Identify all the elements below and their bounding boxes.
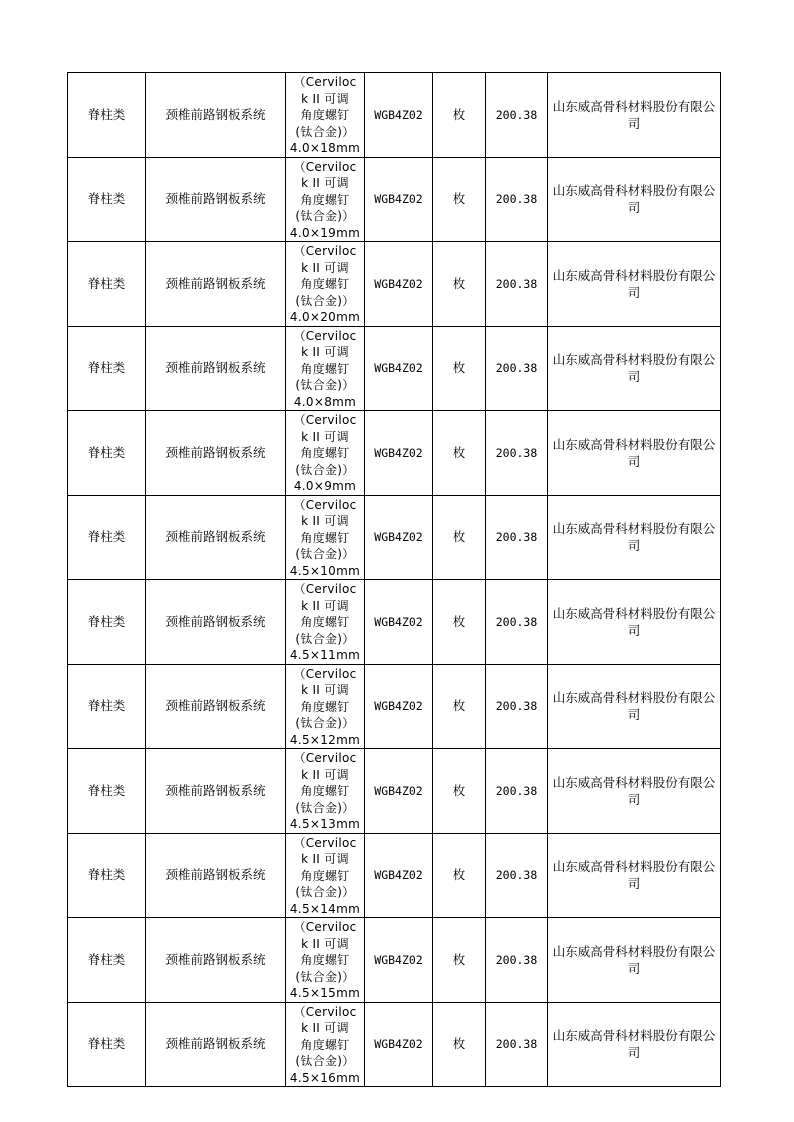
spec-line: 4.0×8mm — [293, 394, 357, 409]
unit-cell: 枚 — [433, 580, 486, 665]
spec-line: （Cerviloc — [293, 244, 357, 258]
table-row — [68, 1002, 721, 1087]
unit-cell: 枚 — [433, 1002, 486, 1087]
code-cell: WGB4Z02 — [365, 495, 433, 580]
spec-line: 4.5×15mm — [289, 986, 361, 1000]
spec-line: 4.5×12mm — [289, 732, 361, 747]
spec-line: （Cerviloc — [293, 582, 357, 596]
spec-line: (钛合金)） — [295, 293, 355, 308]
system-cell: 颈椎前路钢板系统 — [146, 580, 286, 665]
code-cell: WGB4Z02 — [365, 157, 433, 242]
spec-line: k II 可调 — [301, 767, 349, 782]
category-cell: 脊柱类 — [68, 411, 146, 496]
spec-line: 角度螺钉 — [300, 108, 350, 122]
code-cell: WGB4Z02 — [365, 580, 433, 665]
unit-cell: 枚 — [433, 495, 486, 580]
spec-line: k II 可调 — [301, 345, 349, 359]
spec-line: (钛合金)） — [295, 969, 355, 984]
system-cell: 颈椎前路钢板系统 — [146, 1002, 286, 1087]
spec-line: 角度螺钉 — [300, 699, 350, 714]
table-row — [68, 411, 721, 496]
system-cell: 颈椎前路钢板系统 — [146, 326, 286, 411]
category-cell: 脊柱类 — [68, 1002, 146, 1087]
spec-line: 4.5×16mm — [289, 1070, 361, 1085]
system-cell: 颈椎前路钢板系统 — [146, 411, 286, 496]
table-row — [68, 242, 721, 327]
spec-line: 4.5×14mm — [289, 901, 361, 916]
spec-line: (钛合金)） — [295, 1054, 355, 1068]
spec-line: (钛合金)） — [295, 800, 355, 815]
manufacturer-cell: 山东威高骨科材料股份有限公司 — [548, 580, 721, 665]
category-cell: 脊柱类 — [68, 749, 146, 834]
spec-line: 角度螺钉 — [300, 1037, 350, 1052]
price-table — [67, 72, 721, 1087]
table-row — [68, 326, 721, 411]
spec-cell — [286, 1002, 365, 1087]
spec-line: 4.5×11mm — [289, 648, 361, 662]
spec-line: （Cerviloc — [293, 75, 357, 89]
category-cell: 脊柱类 — [68, 664, 146, 749]
system-cell: 颈椎前路钢板系统 — [146, 918, 286, 1003]
spec-line: 4.0×20mm — [289, 310, 361, 324]
unit-cell: 枚 — [433, 411, 486, 496]
spec-line: （Cerviloc — [293, 413, 357, 427]
price-cell: 200.38 — [486, 157, 548, 242]
manufacturer-cell: 山东威高骨科材料股份有限公司 — [548, 1002, 721, 1087]
unit-cell: 枚 — [433, 73, 486, 158]
spec-line: 角度螺钉 — [300, 615, 350, 629]
system-cell: 颈椎前路钢板系统 — [146, 73, 286, 158]
manufacturer-cell: 山东威高骨科材料股份有限公司 — [548, 326, 721, 411]
system-cell: 颈椎前路钢板系统 — [146, 664, 286, 749]
spec-cell — [286, 833, 365, 918]
spec-line: 角度螺钉 — [300, 277, 350, 291]
spec-line: 角度螺钉 — [300, 868, 350, 883]
spec-line: k II 可调 — [301, 91, 349, 106]
spec-line: k II 可调 — [301, 176, 349, 190]
system-cell: 颈椎前路钢板系统 — [146, 242, 286, 327]
code-cell: WGB4Z02 — [365, 73, 433, 158]
category-cell: 脊柱类 — [68, 918, 146, 1003]
manufacturer-cell: 山东威高骨科材料股份有限公司 — [548, 918, 721, 1003]
code-cell: WGB4Z02 — [365, 918, 433, 1003]
spec-cell — [286, 411, 365, 496]
spec-cell — [286, 157, 365, 242]
category-cell: 脊柱类 — [68, 73, 146, 158]
price-cell: 200.38 — [486, 326, 548, 411]
category-cell: 脊柱类 — [68, 326, 146, 411]
spec-cell — [286, 73, 365, 158]
system-cell: 颈椎前路钢板系统 — [146, 749, 286, 834]
table-row — [68, 918, 721, 1003]
table-row — [68, 664, 721, 749]
system-cell: 颈椎前路钢板系统 — [146, 495, 286, 580]
spec-line: （Cerviloc — [293, 751, 357, 765]
code-cell: WGB4Z02 — [365, 833, 433, 918]
system-cell: 颈椎前路钢板系统 — [146, 157, 286, 242]
spec-cell — [286, 664, 365, 749]
table-row — [68, 73, 721, 158]
spec-line: 角度螺钉 — [300, 784, 350, 798]
unit-cell: 枚 — [433, 664, 486, 749]
table-row — [68, 495, 721, 580]
manufacturer-cell: 山东威高骨科材料股份有限公司 — [548, 411, 721, 496]
code-cell: WGB4Z02 — [365, 749, 433, 834]
category-cell: 脊柱类 — [68, 157, 146, 242]
spec-cell — [286, 326, 365, 411]
spec-line: k II 可调 — [301, 260, 349, 275]
spec-line: （Cerviloc — [293, 159, 357, 174]
manufacturer-cell: 山东威高骨科材料股份有限公司 — [548, 749, 721, 834]
unit-cell: 枚 — [433, 918, 486, 1003]
spec-line: 4.5×13mm — [289, 817, 361, 831]
spec-line: k II 可调 — [301, 598, 349, 613]
unit-cell: 枚 — [433, 326, 486, 411]
spec-line: k II 可调 — [301, 683, 349, 697]
spec-line: (钛合金)） — [295, 716, 355, 730]
spec-line: 角度螺钉 — [300, 361, 350, 376]
code-cell: WGB4Z02 — [365, 242, 433, 327]
price-cell: 200.38 — [486, 242, 548, 327]
spec-line: k II 可调 — [301, 429, 349, 444]
category-cell: 脊柱类 — [68, 242, 146, 327]
price-cell: 200.38 — [486, 1002, 548, 1087]
price-cell: 200.38 — [486, 918, 548, 1003]
spec-line: (钛合金)） — [295, 378, 355, 392]
spec-line: k II 可调 — [301, 514, 349, 528]
system-cell: 颈椎前路钢板系统 — [146, 833, 286, 918]
spec-line: （Cerviloc — [293, 497, 357, 512]
spec-cell — [286, 495, 365, 580]
spec-line: k II 可调 — [301, 852, 349, 866]
price-cell: 200.38 — [486, 749, 548, 834]
spec-line: (钛合金)） — [295, 462, 355, 477]
table-row — [68, 580, 721, 665]
table-row — [68, 157, 721, 242]
spec-line: （Cerviloc — [293, 1004, 357, 1019]
spec-line: (钛合金)） — [295, 885, 355, 899]
category-cell: 脊柱类 — [68, 833, 146, 918]
spec-cell — [286, 242, 365, 327]
manufacturer-cell: 山东威高骨科材料股份有限公司 — [548, 664, 721, 749]
price-cell: 200.38 — [486, 664, 548, 749]
spec-line: 角度螺钉 — [300, 530, 350, 545]
spec-line: 4.5×10mm — [289, 563, 361, 578]
code-cell: WGB4Z02 — [365, 664, 433, 749]
category-cell: 脊柱类 — [68, 495, 146, 580]
manufacturer-cell: 山东威高骨科材料股份有限公司 — [548, 242, 721, 327]
spec-line: (钛合金)） — [295, 631, 355, 646]
spec-line: 4.0×18mm — [289, 141, 361, 155]
spec-line: （Cerviloc — [293, 835, 357, 850]
spec-line: 角度螺钉 — [300, 953, 350, 967]
price-cell: 200.38 — [486, 73, 548, 158]
spec-cell — [286, 749, 365, 834]
manufacturer-cell: 山东威高骨科材料股份有限公司 — [548, 73, 721, 158]
spec-line: k II 可调 — [301, 936, 349, 951]
manufacturer-cell: 山东威高骨科材料股份有限公司 — [548, 157, 721, 242]
table-row — [68, 833, 721, 918]
spec-cell — [286, 918, 365, 1003]
price-cell: 200.38 — [486, 580, 548, 665]
table-body — [68, 73, 721, 1087]
spec-cell — [286, 580, 365, 665]
spec-line: (钛合金)） — [295, 124, 355, 139]
spec-line: （Cerviloc — [293, 328, 357, 343]
unit-cell: 枚 — [433, 242, 486, 327]
spec-line: 4.0×9mm — [293, 479, 357, 493]
spec-line: (钛合金)） — [295, 547, 355, 561]
unit-cell: 枚 — [433, 157, 486, 242]
price-cell: 200.38 — [486, 411, 548, 496]
price-cell: 200.38 — [486, 833, 548, 918]
code-cell: WGB4Z02 — [365, 411, 433, 496]
unit-cell: 枚 — [433, 833, 486, 918]
category-cell: 脊柱类 — [68, 580, 146, 665]
manufacturer-cell: 山东威高骨科材料股份有限公司 — [548, 495, 721, 580]
spec-line: k II 可调 — [301, 1021, 349, 1035]
table-row — [68, 749, 721, 834]
spec-line: (钛合金)） — [295, 209, 355, 223]
spec-line: 4.0×19mm — [289, 225, 361, 240]
manufacturer-cell: 山东威高骨科材料股份有限公司 — [548, 833, 721, 918]
spec-line: （Cerviloc — [293, 666, 357, 681]
spec-line: 角度螺钉 — [300, 192, 350, 207]
price-cell: 200.38 — [486, 495, 548, 580]
unit-cell: 枚 — [433, 749, 486, 834]
spec-line: 角度螺钉 — [300, 446, 350, 460]
code-cell: WGB4Z02 — [365, 326, 433, 411]
spec-line: （Cerviloc — [293, 920, 357, 934]
code-cell: WGB4Z02 — [365, 1002, 433, 1087]
